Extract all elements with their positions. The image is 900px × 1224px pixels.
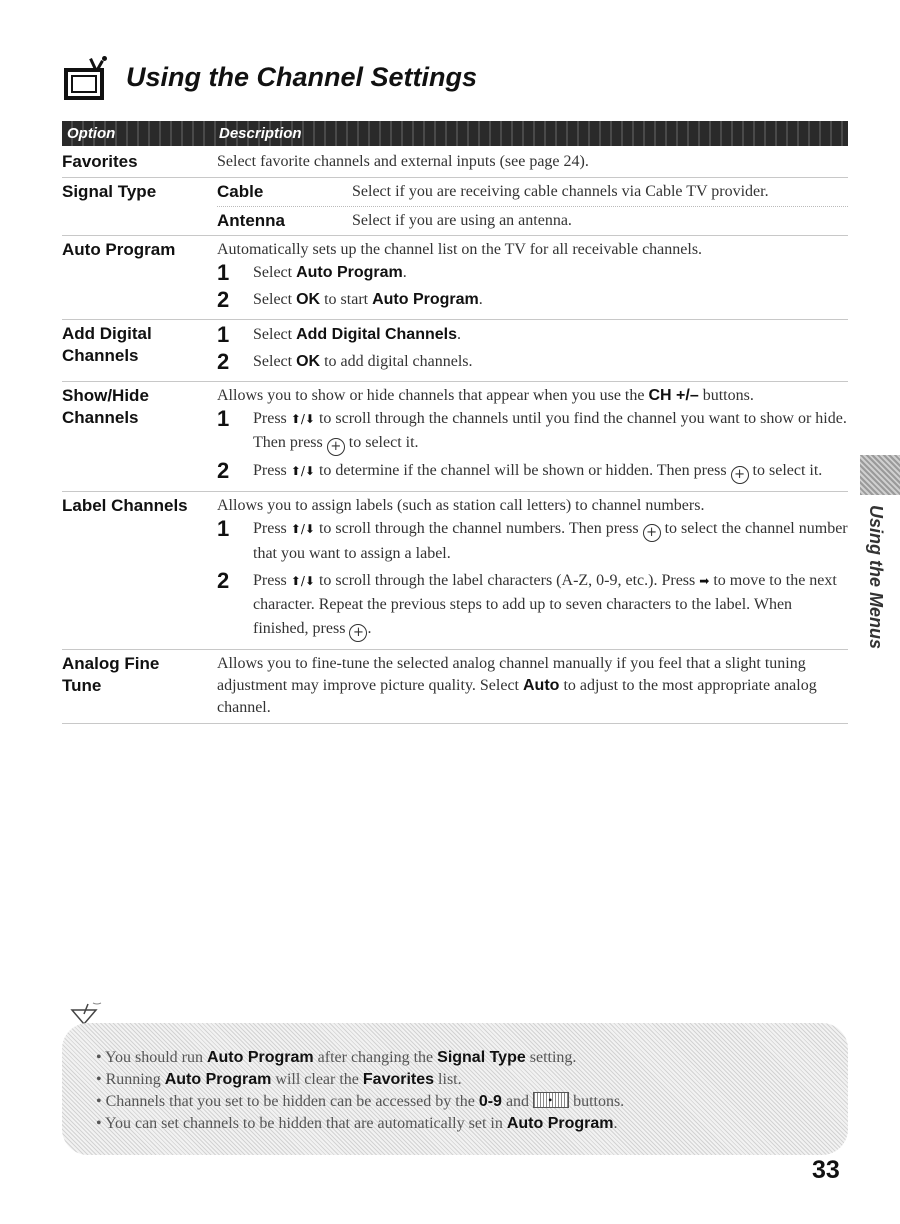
step-2: 2 Press ⬆/⬇ to determine if the channel will be shown or hidden. Then press + to select it. <box>217 458 823 483</box>
dot-button-icon <box>533 1092 569 1108</box>
row-add-digital <box>62 320 848 382</box>
up-down-arrow-icon: ⬆/⬇ <box>290 522 315 536</box>
enter-button-icon: + <box>643 524 661 542</box>
hint-item: • You should run Auto Program after changing the Signal Type setting. <box>96 1049 577 1066</box>
option-auto-program: Auto Program <box>62 240 176 259</box>
tv-icon <box>62 56 112 98</box>
enter-button-icon: + <box>349 624 367 642</box>
signal-cable: Cable Select if you are receiving cable channels via Cable TV provider. <box>217 178 848 207</box>
step-2: 2 Press ⬆/⬇ to scroll through the label characters (A-Z, 0-9, etc.). Press ➡ to move to the next character. Repeat the previous steps to add up to seven characters to the label. When finished, press + . <box>217 568 837 640</box>
row-show-hide <box>62 382 848 492</box>
option-favorites: Favorites <box>62 152 138 171</box>
header-option: Option <box>67 125 116 142</box>
step-1: 1 Select Auto Program. <box>217 260 407 285</box>
option-analog-fine-tune: Analog Fine Tune <box>62 654 160 695</box>
desc-auto-program: Automatically sets up the channel list on the TV for all receivable channels. 1 Select Auto Program. 2 Select OK to start Auto Program. <box>217 236 848 319</box>
row-label-channels <box>62 492 848 650</box>
step-1: 1 Select Add Digital Channels. <box>217 322 461 347</box>
option-show-hide: Show/Hide Channels <box>62 386 149 427</box>
page-number: 33 <box>812 1156 840 1184</box>
up-down-arrow-icon: ⬆/⬇ <box>290 574 315 588</box>
step-1: 1 Press ⬆/⬇ to scroll through the channels until you find the channel you want to show or hide. Then press + to select it. <box>217 406 847 454</box>
right-arrow-icon: ➡ <box>699 574 710 588</box>
desc-favorites: Select favorite channels and external inputs (see page 24). <box>217 153 589 170</box>
step-1: 1 Press ⬆/⬇ to scroll through the channel numbers. Then press + to select the channel number that you want to assign a label. <box>217 516 848 562</box>
signal-antenna: Antenna Select if you are using an antenna. <box>217 211 572 230</box>
step-2: 2 Select OK to add digital channels. <box>217 349 473 374</box>
row-signal-type <box>62 178 848 236</box>
desc-label-channels: Allows you to assign labels (such as station call letters) to channel numbers. 1 Press ⬆/⬇ to scroll through the channel numbers. Then press + to select the channel number that you want to assign a label. 2 Press ⬆/⬇ to scroll through the label characters (A-Z, 0-9, etc.). Press ➡ to move to the next character. Repeat the previous steps to add up to seven characters to the label. When finished, press + . <box>217 492 848 649</box>
up-down-arrow-icon: ⬆/⬇ <box>290 412 315 426</box>
hint-item: • Channels that you set to be hidden can be accessed by the 0-9 and • buttons. <box>96 1091 836 1113</box>
hint-item: • Running Auto Program will clear the Favorites list. <box>96 1071 462 1088</box>
row-auto-program <box>62 236 848 320</box>
option-add-digital: Add Digital Channels <box>62 324 152 365</box>
enter-button-icon: + <box>731 466 749 484</box>
side-tab-label: Using the Menus <box>866 505 886 650</box>
table-header <box>62 121 848 146</box>
step-2: 2 Select OK to start Auto Program. <box>217 287 483 312</box>
enter-button-icon: + <box>327 438 345 456</box>
option-signal-type: Signal Type <box>62 182 157 201</box>
hint-item: • You can set channels to be hidden that are automatically set in Auto Program. <box>96 1115 618 1132</box>
desc-add-digital <box>217 320 848 381</box>
header-description: Description <box>219 125 302 142</box>
hint-list <box>96 1047 836 1135</box>
option-label-channels: Label Channels <box>62 496 188 515</box>
row-favorites <box>62 148 848 178</box>
side-tab-shade <box>860 455 900 495</box>
row-analog-fine-tune <box>62 650 848 724</box>
settings-table <box>62 148 848 724</box>
desc-analog-fine-tune: Allows you to fine-tune the selected analog channel manually if you feel that a slight tuning adjustment may improve picture quality. Select Auto to adjust to the most appropriate analog channel. <box>217 655 817 716</box>
page-title: Using the Channel Settings <box>126 61 478 92</box>
page-header <box>62 56 477 98</box>
desc-show-hide: Allows you to show or hide channels that appear when you use the CH +/– buttons. 1 Press ⬆/⬇ to scroll through the channels until you find the channel you want to show or hide. Then press + to select it. 2 Press ⬆/⬇ to determine if the channel will be shown or hidden. Then press + to select it. <box>217 382 848 491</box>
up-down-arrow-icon: ⬆/⬇ <box>290 464 315 478</box>
